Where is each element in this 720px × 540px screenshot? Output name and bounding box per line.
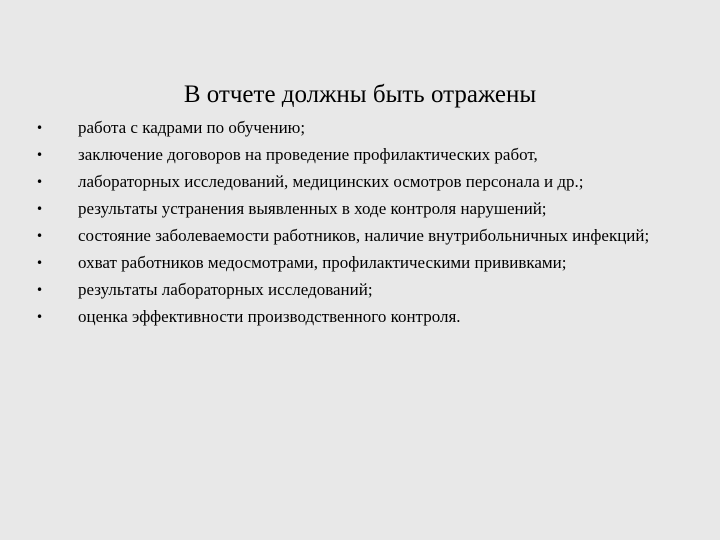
bullet-list xyxy=(36,116,676,332)
slide-title xyxy=(0,80,720,110)
bullet-item xyxy=(36,197,676,221)
bullet-dot-icon: • xyxy=(36,202,44,216)
bullet-item xyxy=(36,305,676,329)
bullet-item xyxy=(36,116,676,140)
bullet-item xyxy=(36,278,676,302)
bullet-text: результаты устранения выявленных в ходе контроля нарушений; xyxy=(78,199,547,218)
bullet-dot-icon: • xyxy=(36,121,44,135)
bullet-item xyxy=(36,251,676,275)
bullet-text: состояние заболеваемости работников, наличие внутрибольничных инфекций; xyxy=(78,226,650,245)
bullet-dot-icon: • xyxy=(36,175,44,189)
bullet-dot-icon: • xyxy=(36,148,44,162)
bullet-text: заключение договоров на проведение профилактических работ, xyxy=(78,145,538,164)
bullet-text: лабораторных исследований, медицинских осмотров персонала и др.; xyxy=(78,172,584,191)
bullet-dot-icon: • xyxy=(36,283,44,297)
bullet-text: результаты лабораторных исследований; xyxy=(78,280,373,299)
bullet-text: охват работников медосмотрами, профилактическими прививками; xyxy=(78,253,567,272)
bullet-dot-icon: • xyxy=(36,256,44,270)
bullet-dot-icon: • xyxy=(36,310,44,324)
bullet-dot-icon: • xyxy=(36,229,44,243)
bullet-item xyxy=(36,143,676,167)
slide-title-text: В отчете должны быть отражены xyxy=(183,81,537,108)
bullet-text: работа с кадрами по обучению; xyxy=(78,118,306,137)
bullet-item xyxy=(36,224,676,248)
bullet-text: оценка эффективности производственного контроля. xyxy=(78,307,461,326)
bullet-item xyxy=(36,170,676,194)
